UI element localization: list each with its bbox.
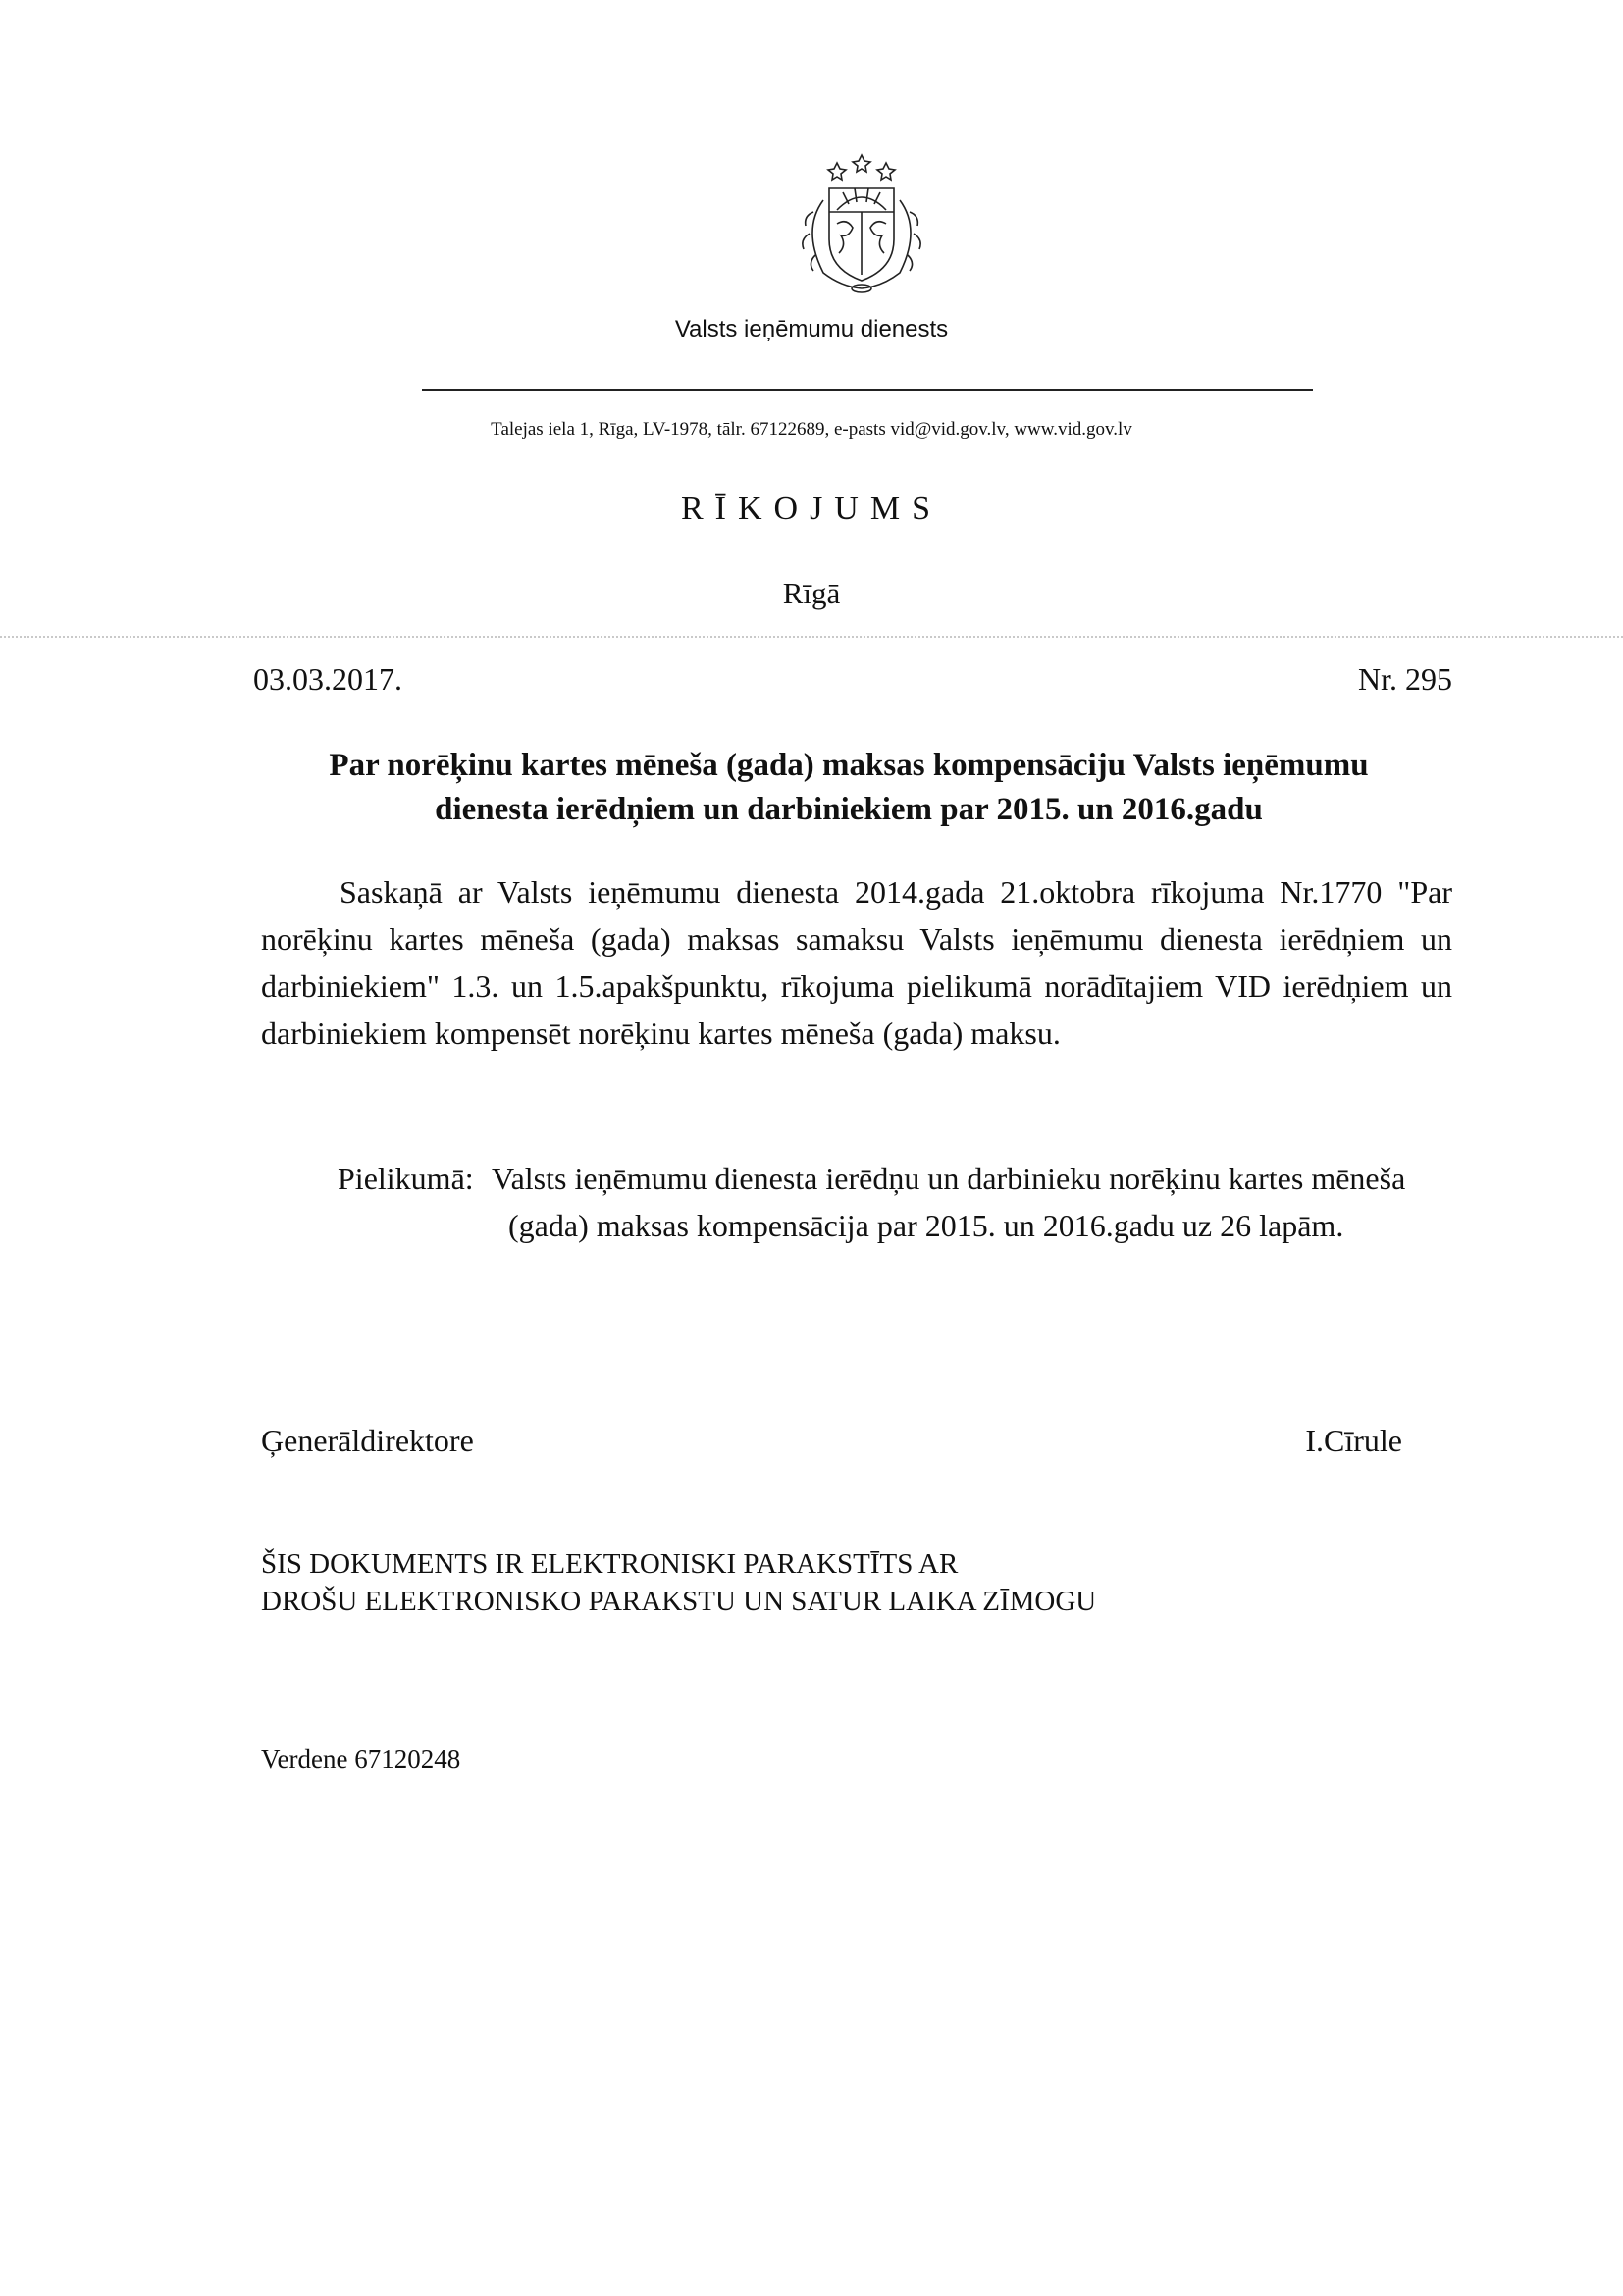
esignature-notice-line-1: ŠIS DOKUMENTS IR ELEKTRONISKI PARAKSTĪTS AR <box>261 1548 959 1580</box>
preparer-contact: Verdene 67120248 <box>261 1745 461 1774</box>
document-body: Saskaņā ar Valsts ieņēmumu dienesta 2014.gada 21.oktobra rīkojuma Nr.1770 "Par norēķinu kartes mēneša (gada) maksas samaksu Valsts ieņēmumu dienesta ierēdņiem un darbiniekiem" 1.3. un 1.5.apakšpunktu, rīkojuma pielikumā norādītajiem VID ierēdņiem un darbiniekiem kompensēt norēķinu kartes mēneša (gada) maksu. <box>261 874 1452 1051</box>
agency-name: Valsts ieņēmumu dienests <box>674 316 949 342</box>
scan-artifact-line <box>0 636 1623 638</box>
document-subject <box>245 744 1452 832</box>
document-date: 03.03.2017. <box>253 661 402 697</box>
contact-line: Talejas iela 1, Rīga, LV-1978, tālr. 67122689, e-pasts vid@vid.gov.lv, www.vid.gov.lv <box>491 419 1132 440</box>
document-place: Rīgā <box>782 576 841 610</box>
esignature-notice <box>261 1545 1096 1620</box>
subject-line-2: dienesta ierēdņiem un darbiniekiem par 2015. un 2016.gadu <box>435 792 1263 827</box>
subject-line-1: Par norēķinu kartes mēneša (gada) maksas kompensāciju Valsts ieņēmumu <box>329 748 1369 783</box>
document-title: RĪKOJUMS <box>680 491 943 527</box>
esignature-notice-line-2: DROŠU ELEKTRONISKO PARAKSTU UN SATUR LAIKA ZĪMOGU <box>261 1586 1097 1617</box>
header-divider <box>422 389 1313 391</box>
coat-of-arms-icon <box>778 149 945 296</box>
attachment-description: Valsts ieņēmumu dienesta ierēdņu un darbinieku norēķinu kartes mēneša (gada) maksas kompensācija par 2015. un 2016.gadu uz 26 lapām. <box>492 1161 1406 1243</box>
signer-name: I.Cīrule <box>1305 1423 1402 1458</box>
signer-title: Ģenerāldirektore <box>261 1423 474 1458</box>
attachment-label: Pielikumā: <box>338 1161 474 1196</box>
document-number: Nr. 295 <box>1358 661 1452 697</box>
